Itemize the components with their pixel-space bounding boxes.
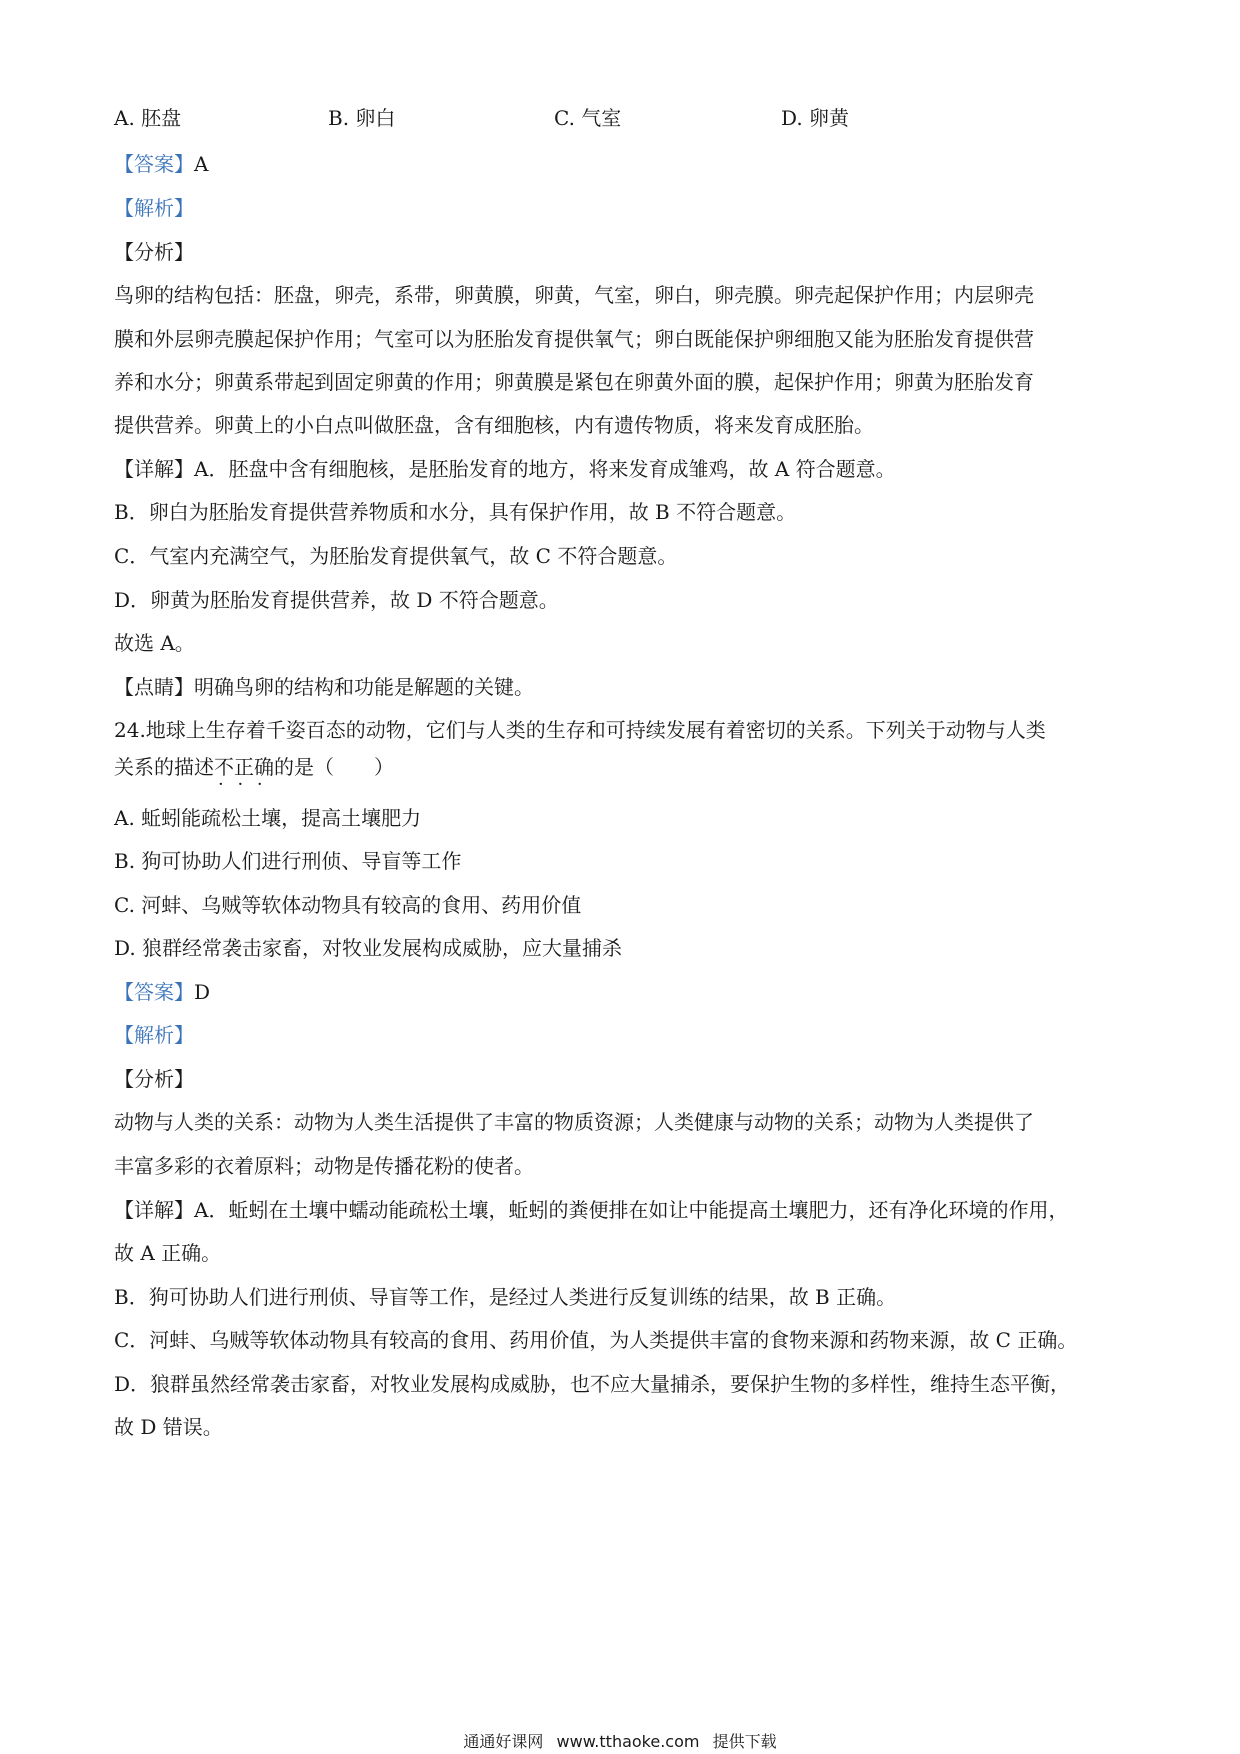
q23-xiangjie-line: 【详解】A．胚盘中含有细胞核，是胚胎发育的地方，将来发育成雏鸡，故 A 符合题意。 <box>114 457 896 481</box>
q24-stem-pre: 关系的描述 <box>114 755 214 779</box>
q23-fenxi-line: 鸟卵的结构包括：胚盘，卵壳，系带，卵黄膜，卵黄，气室，卵白，卵壳膜。卵壳起保护作用；内层卵壳 <box>114 283 1034 307</box>
q24-stem-line: 24.地球上生存着千姿百态的动物，它们与人类的生存和可持续发展有着密切的关系。下列关于动物与人类 <box>114 718 1046 742</box>
q24-fenxi-line: 动物与人类的关系：动物为人类生活提供了丰富的物质资源；人类健康与动物的关系；动物为人类提供了 <box>114 1110 1034 1134</box>
q23-xiangjie-line: C．气室内充满空气，为胚胎发育提供氧气，故 C 不符合题意。 <box>114 544 678 568</box>
q24-xiangjie-line: D．狼群虽然经常袭击家畜，对牧业发展构成威胁，也不应大量捕杀，要保护生物的多样性，维持生态平衡， <box>114 1372 1071 1396</box>
q24-analysis-tag: 【解析】 <box>114 1023 194 1047</box>
q23-fenxi-line: 膜和外层卵壳膜起保护作用；气室可以为胚胎发育提供氧气；卵白既能保护卵细胞又能为胚胎发育提供营 <box>114 327 1034 351</box>
q24-xiangjie-line: 故 A 正确。 <box>114 1241 222 1265</box>
page-footer <box>0 1732 1240 1752</box>
q23-xiangjie-line: B．卵白为胚胎发育提供营养物质和水分，具有保护作用，故 B 不符合题意。 <box>114 500 797 524</box>
q24-stem-post: 的是（ ） <box>274 755 394 779</box>
answer-value: D <box>194 980 211 1004</box>
q24-option: D. 狼群经常袭击家畜，对牧业发展构成威胁，应大量捕杀 <box>114 936 623 960</box>
q24-option: A. 蚯蚓能疏松土壤，提高土壤肥力 <box>114 806 422 830</box>
q24-xiangjie-line: 故 D 错误。 <box>114 1415 223 1439</box>
q24-xiangjie-line: B．狗可协助人们进行刑侦、导盲等工作，是经过人类进行反复训练的结果，故 B 正确。 <box>114 1285 897 1309</box>
answer-tag: 【答案】 <box>114 152 194 176</box>
answer-tag: 【答案】 <box>114 980 194 1004</box>
q24-option: C. 河蚌、乌贼等软体动物具有较高的食用、药用价值 <box>114 893 582 917</box>
footer-site-name: 通通好课网 <box>463 1732 544 1751</box>
q23-options-row <box>114 104 1134 132</box>
q23-analysis-tag: 【解析】 <box>114 196 194 220</box>
q24-fenxi-tag: 【分析】 <box>114 1067 194 1091</box>
q23-option-a: A. 胚盘 <box>114 106 182 130</box>
q24-answer <box>114 978 1134 1006</box>
q23-option-b: B. 卵白 <box>328 106 396 130</box>
footer-suffix: 提供下载 <box>712 1732 777 1751</box>
q23-option-d: D. 卵黄 <box>781 106 850 130</box>
q23-fenxi-line: 养和水分；卵黄系带起到固定卵黄的作用；卵黄膜是紧包在卵黄外面的膜，起保护作用；卵黄为胚胎发育 <box>114 370 1034 394</box>
q24-option: B. 狗可协助人们进行刑侦、导盲等工作 <box>114 849 462 873</box>
q24-xiangjie-line: C．河蚌、乌贼等软体动物具有较高的食用、药用价值，为人类提供丰富的食物来源和药物来源，故 C 正确。 <box>114 1328 1078 1352</box>
q23-fenxi-line: 提供营养。卵黄上的小白点叫做胚盘，含有细胞核，内有遗传物质，将来发育成胚胎。 <box>114 413 874 437</box>
q23-fenxi-tag: 【分析】 <box>114 240 194 264</box>
q24-stem-emphasis: 不正确 · · · <box>214 753 274 781</box>
footer-url[interactable]: www.tthaoke.com <box>556 1732 700 1751</box>
q23-xiangjie-line: D．卵黄为胚胎发育提供营养，故 D 不符合题意。 <box>114 588 559 612</box>
answer-value: A <box>194 152 209 176</box>
q24-fenxi-line: 丰富多彩的衣着原料；动物是传播花粉的使者。 <box>114 1154 534 1178</box>
q24-xiangjie-line: 【详解】A．蚯蚓在土壤中蠕动能疏松土壤，蚯蚓的粪便排在如让中能提高土壤肥力，还有净化环境的作用， <box>114 1198 1069 1222</box>
q23-dianjing: 【点睛】明确鸟卵的结构和功能是解题的关键。 <box>114 675 534 699</box>
q23-conclusion: 故选 A。 <box>114 631 195 655</box>
q23-option-c: C. 气室 <box>554 106 622 130</box>
q23-answer <box>114 150 1134 178</box>
q24-stem-line <box>114 753 1134 781</box>
